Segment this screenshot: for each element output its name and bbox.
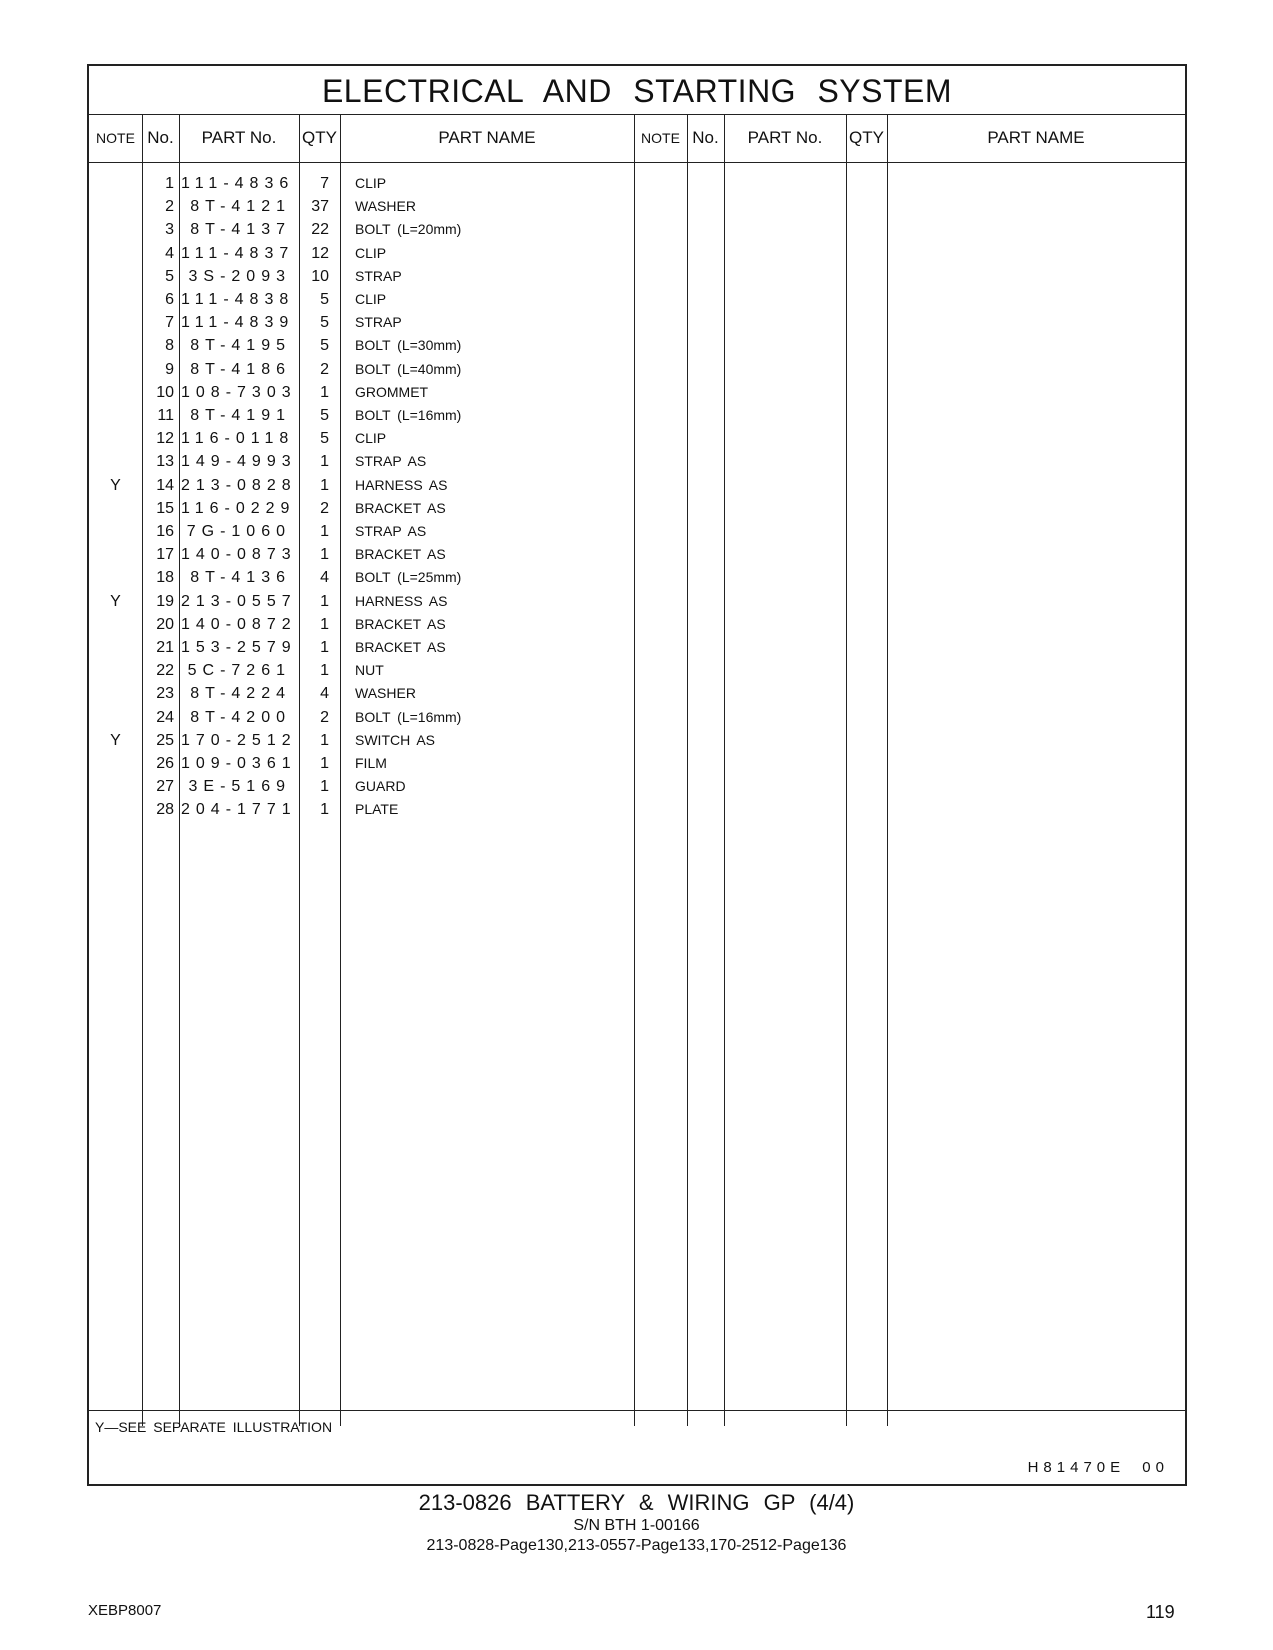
note-cell [89, 706, 142, 729]
part-name-cell: BRACKET AS [355, 639, 446, 655]
note-cell: Y [110, 592, 121, 610]
part-name-cell: CLIP [355, 175, 387, 191]
item-number-cell: 17 [156, 546, 174, 564]
table-row [89, 682, 634, 705]
quantity-cell: 1 [320, 383, 329, 401]
item-number-cell: 18 [156, 569, 174, 587]
note-cell [89, 265, 142, 288]
quantity-cell: 5 [320, 314, 329, 332]
part-number-cell: 111-4839 [181, 314, 295, 332]
item-number-cell: 21 [156, 639, 174, 656]
part-number-cell: 140-0872 [181, 615, 297, 633]
note-cell [89, 497, 142, 520]
part-name-cell: WASHER [355, 685, 416, 702]
part-name-cell: STRAP [355, 267, 402, 284]
quantity-cell: 1 [320, 662, 329, 680]
part-number-cell: 8T-4136 [190, 569, 291, 587]
part-number-cell: 116-0229 [181, 499, 296, 517]
item-number-cell: 11 [157, 407, 174, 424]
item-number-cell: 28 [156, 801, 174, 819]
item-number-cell: 23 [156, 685, 174, 703]
item-number-cell: 10 [156, 383, 174, 401]
part-name-cell: HARNESS AS [355, 476, 448, 493]
note-cell [89, 659, 142, 682]
part-name-cell: CLIP [355, 291, 387, 307]
part-number-cell: 8T-4224 [190, 685, 291, 703]
table-row [89, 497, 634, 520]
part-name-cell: STRAP AS [355, 523, 427, 539]
header-part-no-right: PART No. [747, 128, 823, 147]
note-cell [89, 613, 142, 636]
note-cell [89, 543, 142, 566]
quantity-cell: 5 [320, 337, 329, 355]
table-row [89, 752, 634, 775]
note-cell [89, 242, 142, 265]
part-number-cell: 149-4993 [181, 453, 297, 471]
note-cell [89, 288, 142, 311]
part-number-cell: 111-4836 [181, 175, 295, 192]
table-row [89, 613, 634, 636]
page-title: ELECTRICAL AND STARTING SYSTEM [89, 66, 1185, 115]
table-row [89, 427, 634, 450]
note-cell: Y [110, 731, 121, 749]
part-number-cell: 8T-4195 [190, 337, 291, 355]
quantity-cell: 1 [320, 731, 329, 749]
quantity-cell: 1 [320, 453, 329, 471]
table-row [89, 242, 634, 265]
part-name-cell: BOLT (L=25mm) [355, 569, 462, 586]
note-cell [89, 520, 142, 543]
caption-title: 213‑0826 BATTERY & WIRING GP (4/4) [418, 1490, 855, 1515]
item-number-cell: 2 [165, 198, 174, 216]
header-qty-right: QTY [849, 128, 884, 147]
note-cell [89, 427, 142, 450]
caption-page-refs: 213‑0828‑Page130,213‑0557‑Page133,170‑2512‑Page136 [426, 1537, 847, 1554]
parts-table-body [89, 162, 1185, 1426]
part-number-cell: 8T-4191 [190, 407, 291, 424]
note-cell [89, 682, 142, 705]
table-row [89, 172, 634, 195]
table-row [89, 520, 634, 543]
note-cell [89, 636, 142, 659]
note-cell [89, 775, 142, 798]
quantity-cell: 1 [320, 801, 329, 819]
table-row [89, 474, 634, 497]
quantity-cell: 2 [320, 708, 329, 726]
part-number-cell: 153-2579 [181, 639, 297, 656]
quantity-cell: 4 [320, 685, 329, 703]
item-number-cell: 3 [165, 221, 174, 239]
table-row [89, 358, 634, 381]
table-row [89, 195, 634, 218]
item-number-cell: 24 [156, 708, 174, 726]
part-number-cell: 7G-1060 [186, 523, 291, 540]
part-name-cell: STRAP AS [355, 453, 427, 470]
part-name-cell: BRACKET AS [355, 499, 446, 516]
item-number-cell: 5 [165, 267, 174, 285]
quantity-cell: 1 [320, 639, 329, 656]
note-cell [89, 752, 142, 775]
item-number-cell: 22 [156, 662, 174, 680]
caption-serial: S/N BTH 1‑00166 [573, 1517, 700, 1534]
figure-caption [0, 1490, 1273, 1556]
note-cell [89, 218, 142, 241]
part-name-cell: BOLT (L=16mm) [355, 407, 462, 423]
item-number-cell: 26 [156, 755, 174, 772]
part-number-cell: 8T-4121 [190, 198, 291, 216]
item-number-cell: 8 [165, 337, 174, 355]
part-name-cell: SWITCH AS [355, 731, 436, 748]
quantity-cell: 5 [320, 407, 329, 424]
header-part-name-right: PART NAME [987, 128, 1085, 147]
part-name-cell: PLATE [355, 801, 399, 818]
table-row [89, 450, 634, 473]
quantity-cell: 37 [311, 198, 329, 216]
table-header [89, 114, 1185, 163]
table-row [89, 636, 634, 659]
header-part-name-left: PART NAME [438, 128, 536, 147]
part-number-cell: 213-0828 [181, 476, 297, 494]
item-number-cell: 6 [165, 291, 174, 308]
header-part-no-left: PART No. [201, 128, 277, 147]
table-row [89, 706, 634, 729]
quantity-cell: 1 [320, 615, 329, 633]
table-row [89, 659, 634, 682]
item-number-cell: 7 [165, 314, 174, 332]
part-number-cell: 5C-7261 [187, 662, 291, 680]
item-number-cell: 12 [156, 430, 174, 448]
part-name-cell: BOLT (L=30mm) [355, 337, 462, 354]
table-row [89, 566, 634, 589]
header-no-right: No. [692, 128, 719, 147]
part-number-cell: 213-0557 [181, 592, 297, 610]
item-number-cell: 4 [165, 244, 174, 262]
quantity-cell: 1 [320, 476, 329, 494]
quantity-cell: 7 [320, 175, 329, 192]
table-row [89, 218, 634, 241]
part-name-cell: BRACKET AS [355, 615, 446, 632]
part-number-cell: 108-7303 [181, 383, 297, 401]
part-name-cell: BOLT (L=40mm) [355, 360, 462, 377]
table-row [89, 334, 634, 357]
part-name-cell: GUARD [355, 778, 406, 795]
note-cell [89, 358, 142, 381]
quantity-cell: 2 [320, 360, 329, 378]
note-cell [89, 311, 142, 334]
part-number-cell: 116-0118 [181, 430, 295, 448]
part-name-cell: BOLT (L=16mm) [355, 708, 462, 725]
part-name-cell: STRAP [355, 314, 402, 331]
part-number-cell: 3S-2093 [188, 267, 291, 285]
quantity-cell: 5 [320, 430, 329, 448]
item-number-cell: 13 [156, 453, 174, 471]
note-cell [89, 566, 142, 589]
table-row [89, 775, 634, 798]
part-name-cell: HARNESS AS [355, 592, 448, 609]
quantity-cell: 10 [311, 267, 329, 285]
table-row [89, 543, 634, 566]
part-number-cell: 111-4837 [181, 244, 295, 262]
item-number-cell: 19 [156, 592, 174, 610]
part-name-cell: BRACKET AS [355, 546, 446, 563]
part-name-cell: GROMMET [355, 383, 429, 400]
part-number-cell: 170-2512 [181, 731, 297, 749]
table-row [89, 288, 634, 311]
table-row [89, 311, 634, 334]
note-cell [89, 381, 142, 404]
part-number-cell: 111-4838 [181, 291, 295, 308]
item-number-cell: 1 [165, 175, 174, 192]
part-name-cell: CLIP [355, 244, 387, 261]
table-footer [89, 1410, 1185, 1484]
note-cell [89, 334, 142, 357]
item-number-cell: 14 [156, 476, 174, 494]
table-row [89, 798, 634, 821]
item-number-cell: 9 [165, 360, 174, 378]
quantity-cell: 5 [320, 291, 329, 308]
quantity-cell: 2 [320, 499, 329, 517]
note-cell [89, 404, 142, 427]
part-number-cell: 204-1771 [181, 801, 297, 819]
note-cell: Y [110, 476, 121, 494]
part-name-cell: NUT [355, 662, 384, 679]
table-row [89, 265, 634, 288]
part-name-cell: CLIP [355, 430, 387, 447]
parts-list-sheet [87, 64, 1187, 1486]
part-number-cell: 3E-5169 [188, 778, 291, 796]
item-number-cell: 15 [156, 499, 174, 517]
part-number-cell: 140-0873 [181, 546, 297, 564]
quantity-cell: 1 [320, 546, 329, 564]
part-number-cell: 8T-4137 [190, 221, 291, 239]
item-number-cell: 27 [156, 778, 174, 796]
note-cell [89, 172, 142, 195]
note-legend: Y―SEE SEPARATE ILLUSTRATION [95, 1419, 333, 1435]
table-row [89, 729, 634, 752]
header-qty-left: QTY [302, 128, 337, 147]
header-no-left: No. [147, 128, 174, 147]
quantity-cell: 1 [320, 755, 329, 772]
quantity-cell: 4 [320, 569, 329, 587]
note-cell [89, 195, 142, 218]
part-number-cell: 8T-4200 [190, 708, 291, 726]
table-row [89, 381, 634, 404]
part-name-cell: FILM [355, 755, 387, 771]
quantity-cell: 1 [320, 523, 329, 540]
item-number-cell: 20 [156, 615, 174, 633]
part-number-cell: 109-0361 [181, 755, 297, 772]
part-name-cell: WASHER [355, 198, 416, 215]
item-number-cell: 25 [156, 731, 174, 749]
quantity-cell: 1 [320, 592, 329, 610]
part-number-cell: 8T-4186 [190, 360, 291, 378]
quantity-cell: 1 [320, 778, 329, 796]
document-code: XEBP8007 [88, 1602, 162, 1619]
part-name-cell: BOLT (L=20mm) [355, 221, 462, 238]
note-cell [89, 450, 142, 473]
table-row [89, 590, 634, 613]
quantity-cell: 22 [311, 221, 329, 239]
item-number-cell: 16 [156, 523, 174, 540]
header-note-left: NOTE [96, 130, 135, 146]
page-number: 119 [1146, 1602, 1175, 1622]
quantity-cell: 12 [311, 244, 329, 262]
note-cell [89, 798, 142, 821]
table-row [89, 404, 634, 427]
drawing-code: H81470E 00 [1027, 1459, 1169, 1476]
header-note-right: NOTE [641, 130, 680, 146]
